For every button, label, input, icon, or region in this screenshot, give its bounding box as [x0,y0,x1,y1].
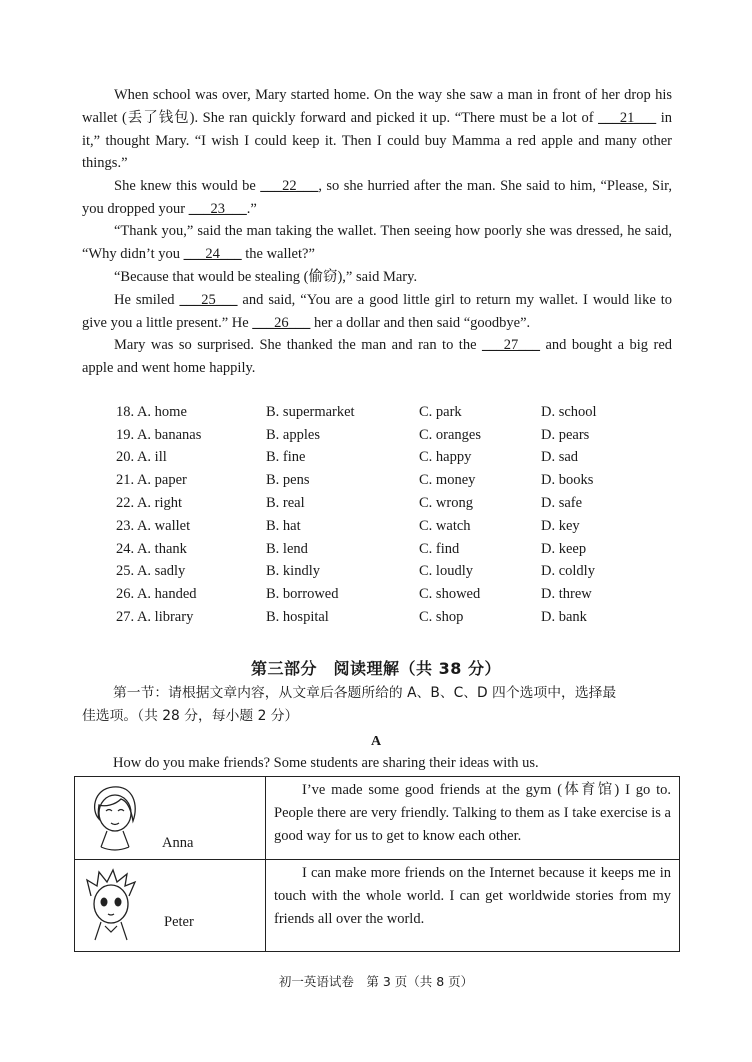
friend-row-anna [75,777,680,860]
anna-portrait-icon [85,781,145,853]
blank-24: ___24___ [183,245,242,262]
passage-paragraph-4: “Because that would be stealing (偷窃),” said Mary. [114,269,418,285]
blank-27: ___27___ [481,337,540,353]
passage-letter: A [370,734,382,749]
passage-paragraph-6: Mary was so surprised. She thanked the man and ran to the ___27___ and bought a big red apple and went home happily. [82,337,672,376]
passage-paragraph-5: He smiled ___25___ and said, “You are a good little girl to return my wallet. I would like to give you a little present.” He ___26___ her a dollar and then said “goodbye”. [82,292,672,331]
friend-row-peter [75,860,680,952]
passage-paragraph-1: When school was over, Mary started home. On the way she saw a man in front of her drop his wallet (丢了钱包). She ran quickly forward and picked it up. “There must be a lot of ___21___ in it,” thought Mary. “I wish I could keep it. Then I could buy Mamma a red apple and many other things.” [82,87,672,172]
friend-name: Anna [162,835,194,851]
friend-name: Peter [164,914,194,930]
friend-text: I’ve made some good friends at the gym (体育馆) I go to. People there are very friendly. Talking to them as I take exercise is a good way for us to get to know each other. [266,777,680,860]
blank-25: ___25___ [179,292,238,308]
option-row: 25. A. sadly B. kindly C. loudly D. coldly [116,563,595,580]
peter-portrait-icon [81,866,141,946]
option-row: 21. A. paper B. pens C. money D. books [116,472,594,489]
option-row: 27. A. library B. hospital C. shop D. bank [116,609,587,626]
blank-22: ___22___ [260,178,319,194]
passage-paragraph-3: “Thank you,” said the man taking the wallet. Then seeing how poorly she was dressed, he said, “Why didn’t you ___24___ the wallet?” [82,223,672,262]
option-row: 26. A. handed B. borrowed C. showed D. threw [116,586,592,603]
section-title: 第三部分 阅读理解（共 38 分） [251,659,501,678]
option-row: 20. A. ill B. fine C. happy D. sad [116,449,579,466]
instruction-line-2: 佳选项。（共 28 分，每小题 2 分） [82,708,299,724]
anna-cell [75,777,266,860]
passage-paragraph-2: She knew this would be ___22___, so she hurried after the man. She said to him, “Please, Sir, you dropped your ___23___.” [82,178,673,217]
peter-cell [75,860,266,952]
friends-table [74,776,680,952]
options-table [116,401,641,629]
passage-intro: How do you make friends? Some students are sharing their ideas with us. [113,755,539,771]
option-row: 19. A. bananas B. apples C. oranges D. pears [116,426,590,443]
option-row: 23. A. wallet B. hat C. watch D. key [116,517,580,534]
option-row: 22. A. right B. real C. wrong D. safe [116,495,583,512]
instruction-line-1: 第一节：请根据文章内容，从文章后各题所给的 A、B、C、D 四个选项中，选择最 [113,685,617,701]
page-footer: 初一英语试卷 第 3 页（共 8 页） [278,974,474,989]
option-row: 24. A. thank B. lend C. find D. keep [116,540,587,557]
blank-21: ___21___ [598,109,657,126]
blank-23: ___23___ [188,200,247,217]
option-row: 18. A. home B. supermarket C. park D. school [116,403,597,420]
blank-26: ___26___ [252,314,311,331]
friend-text: I can make more friends on the Internet because it keeps me in touch with the whole world. I can get worldwide stories from my friends all over the world. [266,860,680,952]
